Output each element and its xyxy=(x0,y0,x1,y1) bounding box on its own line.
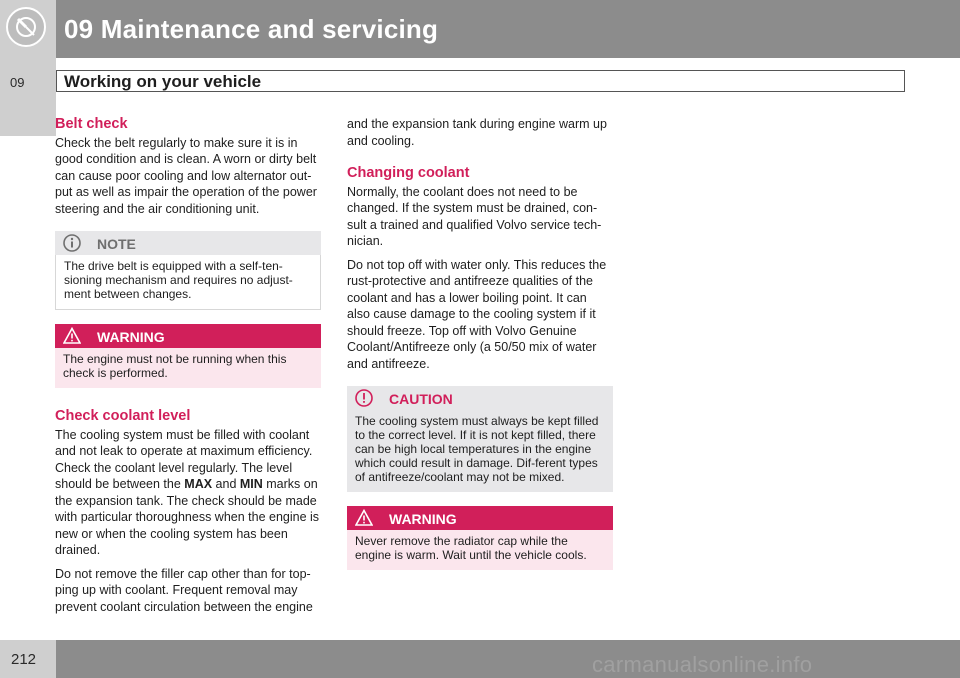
wrench-tools-icon xyxy=(6,7,46,47)
note-header xyxy=(55,231,321,255)
check-coolant-text xyxy=(55,427,321,559)
note-box xyxy=(55,231,321,310)
caution-text: The cooling system must always be kept filled to the correct level. If it is not kept filled, there can be high local temperatures in the engine which could result in damage. Dif-ferent types of antifreeze/coolant may not be mixed. xyxy=(347,410,613,492)
warning-text: The engine must not be running when this check is performed. xyxy=(55,348,321,388)
note-text: The drive belt is equipped with a self-ten-sioning mechanism and requires no adjust-ment between changes. xyxy=(55,255,321,310)
min-mark: MIN xyxy=(239,477,263,491)
left-column xyxy=(55,116,321,622)
chapter-title: 09 Maintenance and servicing xyxy=(64,14,439,44)
continued-text: and the expansion tank during engine warm up and cooling. xyxy=(347,117,607,148)
coolant-text-part: The cooling system must be filled with coolant and not leak to operate at maximum efficiency. Check the coolant level regularly. The level should be between the xyxy=(55,427,313,491)
warning-triangle-icon xyxy=(63,327,81,345)
warning-box-radiator xyxy=(347,506,613,570)
filler-cap-text: Do not remove the filler cap other than for top-ping up with coolant. Frequent removal may prevent coolant circulation between the engine xyxy=(55,566,313,614)
warning-label: WARNING xyxy=(389,511,457,527)
changing-coolant-text: Normally, the coolant does not need to be changed. If the system must be drained, con-sult a trained and qualified Volvo service tech-nician. xyxy=(347,184,602,248)
chapter-tab xyxy=(0,58,56,136)
caution-box xyxy=(347,386,613,492)
section-title: Working on your vehicle xyxy=(64,72,262,91)
water-only-text: Do not top off with water only. This reduces the rust-protective and antifreeze qualities of the coolant and has a lower boiling point. It can also cause damage to the cooling system if it should freeze. Top off with Volvo Genuine Coolant/Antifreeze only (a 50/50 mix of water and antifreeze. xyxy=(347,257,607,371)
warning-triangle-icon xyxy=(355,509,373,527)
note-label: NOTE xyxy=(97,236,136,252)
warning-label: WARNING xyxy=(97,329,165,345)
watermark: carmanualsonline.info xyxy=(592,652,813,677)
warning-text: Never remove the radiator cap while the engine is warm. Wait until the vehicle cools. xyxy=(347,530,613,570)
coolant-text-part: and xyxy=(212,477,240,491)
belt-check-text: Check the belt regularly to make sure it is in good condition and is clean. A worn or dirty belt can cause poor cooling and low alternator out-put as well as impair the operation of the power steering and the air conditioning unit. xyxy=(55,135,317,216)
warning-box-belt xyxy=(55,324,321,388)
caution-icon xyxy=(355,389,373,407)
max-mark: MAX xyxy=(184,477,213,491)
page-number: 212 xyxy=(11,651,37,668)
chapter-icon-box xyxy=(0,0,56,58)
chapter-number: 09 xyxy=(10,75,25,90)
caution-header xyxy=(347,386,613,410)
warning-header xyxy=(55,324,321,348)
info-icon xyxy=(63,234,81,252)
right-column xyxy=(347,116,613,584)
coolant-text-part: marks on the expansion tank. The check should be made with particular thoroughness when the engine is new or when the cooling system has been drained. xyxy=(55,477,320,557)
check-coolant-heading: Check coolant level xyxy=(55,408,191,424)
footer-bar xyxy=(0,640,960,678)
warning-header xyxy=(347,506,613,530)
belt-check-heading: Belt check xyxy=(55,116,128,132)
changing-coolant-heading: Changing coolant xyxy=(347,165,470,181)
caution-label: CAUTION xyxy=(389,391,453,407)
